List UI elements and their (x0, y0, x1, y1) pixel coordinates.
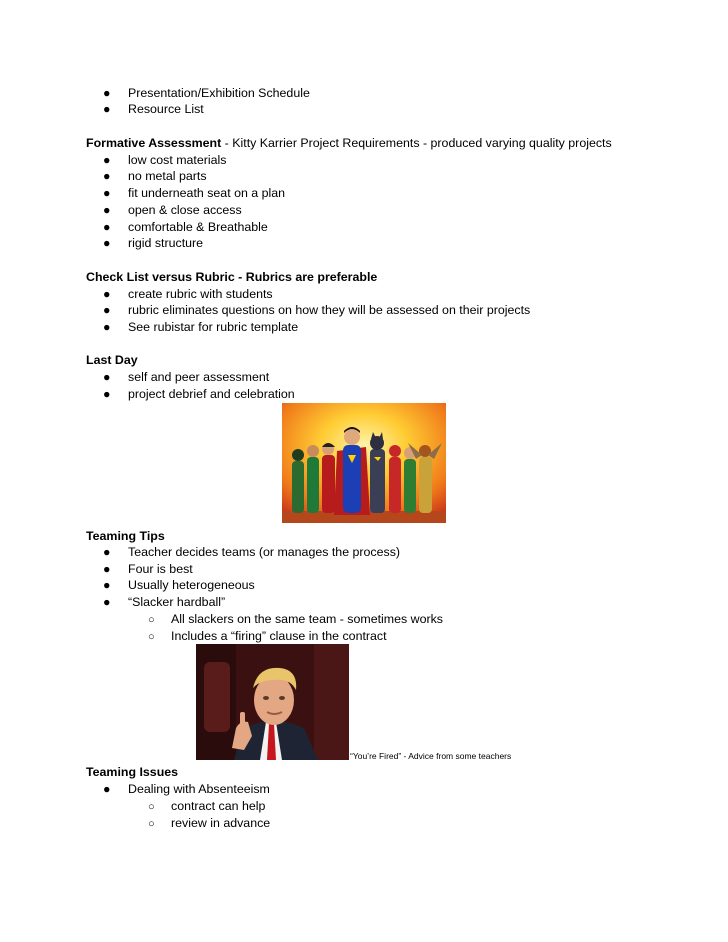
list-item: ● Teacher decides teams (or manages the process) (103, 545, 401, 559)
list-item: ● self and peer assessment (103, 370, 270, 384)
section-heading-formative: Formative Assessment - Kitty Karrier Project Requirements - produced varying quality projects (86, 136, 612, 150)
list-item: ● “Slacker hardball” (103, 595, 226, 609)
sub-list-item: ○ contract can help (148, 799, 266, 813)
list-item: ● Usually heterogeneous (103, 578, 255, 592)
list-item: ● See rubistar for rubric template (103, 320, 299, 334)
section-heading-teaming-tips: Teaming Tips (86, 529, 165, 543)
list-item: ● create rubric with students (103, 287, 273, 301)
list-item: ● fit underneath seat on a plan (103, 186, 286, 200)
list-item: ● Resource List (103, 102, 204, 116)
sub-list-item: ○ review in advance (148, 816, 271, 830)
superhero-illustration (282, 403, 446, 523)
list-item: ● Presentation/Exhibition Schedule (103, 86, 310, 100)
list-item: ● project debrief and celebration (103, 387, 295, 401)
list-item: ● comfortable & Breathable (103, 220, 268, 234)
section-heading-last-day: Last Day (86, 353, 138, 367)
photo-illustration (196, 644, 349, 760)
list-item: ● no metal parts (103, 169, 207, 183)
list-item: ● Dealing with Absenteeism (103, 782, 270, 796)
list-item: ● rubric eliminates questions on how they will be assessed on their projects (103, 303, 531, 317)
list-item: ● Four is best (103, 562, 193, 576)
list-item: ● rigid structure (103, 236, 204, 250)
section-heading-checklist: Check List versus Rubric - Rubrics are preferable (86, 270, 378, 284)
list-item: ● low cost materials (103, 153, 227, 167)
list-item: ● open & close access (103, 203, 242, 217)
sub-list-item: ○ All slackers on the same team - sometimes works (148, 612, 443, 626)
sub-list-item: ○ Includes a “firing” clause in the contract (148, 629, 387, 643)
photo-caption: “You’re Fired” - Advice from some teachers (350, 751, 512, 761)
superhero-image (282, 403, 446, 523)
trump-photo (196, 644, 349, 760)
section-heading-teaming-issues: Teaming Issues (86, 765, 179, 779)
